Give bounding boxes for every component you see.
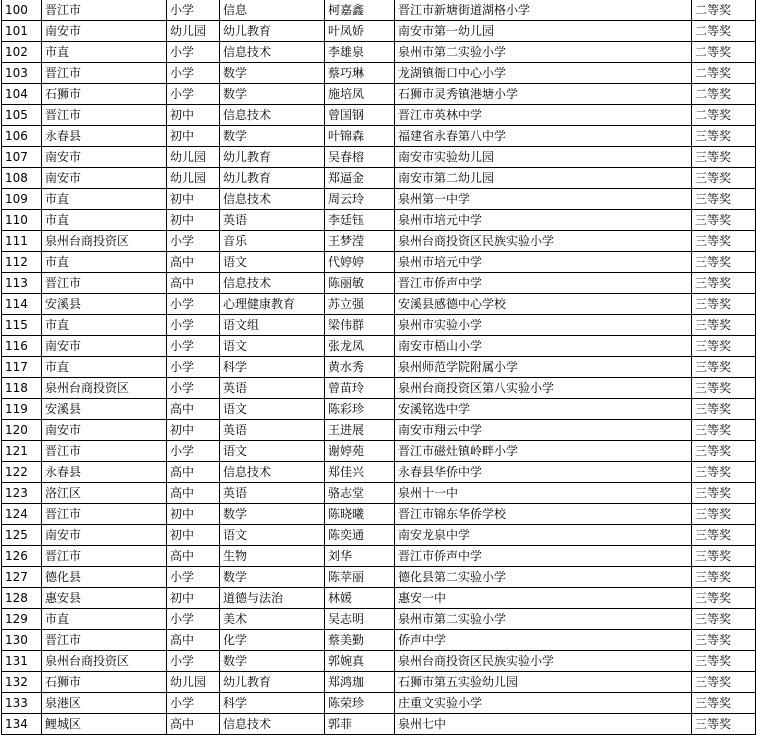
table-row xyxy=(2,147,756,168)
region-cell: 市直 xyxy=(42,210,167,231)
subject-cell: 科学 xyxy=(220,357,325,378)
subject-cell: 幼儿教育 xyxy=(220,147,325,168)
row-number-cell: 110 xyxy=(2,210,42,231)
school-level-cell: 初中 xyxy=(167,504,220,525)
school-name-cell: 晋江市锦东华侨学校 xyxy=(395,504,692,525)
region-cell: 南安市 xyxy=(42,21,167,42)
school-name-cell: 泉州台商投资区民族实验小学 xyxy=(395,231,692,252)
award-level-cell: 三等奖 xyxy=(692,231,756,252)
region-cell: 南安市 xyxy=(42,168,167,189)
region-cell: 安溪县 xyxy=(42,294,167,315)
award-level-cell: 二等奖 xyxy=(692,105,756,126)
row-number-cell: 129 xyxy=(2,609,42,630)
row-number-cell: 109 xyxy=(2,189,42,210)
subject-cell: 英语 xyxy=(220,483,325,504)
row-number-cell: 132 xyxy=(2,672,42,693)
teacher-name-cell: 曾国钢 xyxy=(325,105,395,126)
table-row xyxy=(2,189,756,210)
school-name-cell: 晋江市侨声中学 xyxy=(395,273,692,294)
award-level-cell: 三等奖 xyxy=(692,567,756,588)
subject-cell: 语文 xyxy=(220,252,325,273)
region-cell: 南安市 xyxy=(42,336,167,357)
row-number-cell: 108 xyxy=(2,168,42,189)
subject-cell: 语文 xyxy=(220,525,325,546)
subject-cell: 数学 xyxy=(220,84,325,105)
subject-cell: 语文组 xyxy=(220,315,325,336)
school-level-cell: 小学 xyxy=(167,0,220,21)
region-cell: 市直 xyxy=(42,609,167,630)
school-name-cell: 安溪铭选中学 xyxy=(395,399,692,420)
row-number-cell: 112 xyxy=(2,252,42,273)
school-name-cell: 侨声中学 xyxy=(395,630,692,651)
award-level-cell: 三等奖 xyxy=(692,546,756,567)
award-level-cell: 三等奖 xyxy=(692,441,756,462)
school-name-cell: 泉州市培元中学 xyxy=(395,252,692,273)
row-number-cell: 116 xyxy=(2,336,42,357)
award-level-cell: 二等奖 xyxy=(692,21,756,42)
subject-cell: 幼儿教育 xyxy=(220,21,325,42)
row-number-cell: 123 xyxy=(2,483,42,504)
school-level-cell: 初中 xyxy=(167,105,220,126)
school-name-cell: 南安市翔云中学 xyxy=(395,420,692,441)
award-level-cell: 三等奖 xyxy=(692,189,756,210)
school-level-cell: 高中 xyxy=(167,273,220,294)
region-cell: 晋江市 xyxy=(42,546,167,567)
subject-cell: 心理健康教育 xyxy=(220,294,325,315)
school-level-cell: 小学 xyxy=(167,441,220,462)
school-level-cell: 高中 xyxy=(167,483,220,504)
school-name-cell: 南安市梧山小学 xyxy=(395,336,692,357)
row-number-cell: 120 xyxy=(2,420,42,441)
region-cell: 市直 xyxy=(42,357,167,378)
school-level-cell: 小学 xyxy=(167,315,220,336)
award-level-cell: 三等奖 xyxy=(692,252,756,273)
subject-cell: 音乐 xyxy=(220,231,325,252)
region-cell: 安溪县 xyxy=(42,399,167,420)
teacher-name-cell: 陈彩珍 xyxy=(325,399,395,420)
region-cell: 泉港区 xyxy=(42,693,167,714)
region-cell: 晋江市 xyxy=(42,273,167,294)
region-cell: 晋江市 xyxy=(42,105,167,126)
table-row xyxy=(2,84,756,105)
subject-cell: 科学 xyxy=(220,693,325,714)
school-name-cell: 庄重文实验小学 xyxy=(395,693,692,714)
row-number-cell: 125 xyxy=(2,525,42,546)
table-row xyxy=(2,42,756,63)
award-level-cell: 三等奖 xyxy=(692,630,756,651)
table-row xyxy=(2,210,756,231)
region-cell: 晋江市 xyxy=(42,63,167,84)
teacher-name-cell: 蔡美勤 xyxy=(325,630,395,651)
award-level-cell: 三等奖 xyxy=(692,420,756,441)
school-name-cell: 泉州市第二实验小学 xyxy=(395,42,692,63)
subject-cell: 信息技术 xyxy=(220,42,325,63)
subject-cell: 英语 xyxy=(220,420,325,441)
school-level-cell: 高中 xyxy=(167,252,220,273)
subject-cell: 化学 xyxy=(220,630,325,651)
award-level-cell: 三等奖 xyxy=(692,168,756,189)
subject-cell: 信息技术 xyxy=(220,462,325,483)
school-level-cell: 初中 xyxy=(167,210,220,231)
region-cell: 泉州台商投资区 xyxy=(42,378,167,399)
region-cell: 鲤城区 xyxy=(42,714,167,735)
school-name-cell: 石狮市灵秀镇港塘小学 xyxy=(395,84,692,105)
subject-cell: 美术 xyxy=(220,609,325,630)
school-level-cell: 小学 xyxy=(167,693,220,714)
row-number-cell: 128 xyxy=(2,588,42,609)
teacher-name-cell: 蔡巧琳 xyxy=(325,63,395,84)
school-name-cell: 福建省永春第八中学 xyxy=(395,126,692,147)
row-number-cell: 115 xyxy=(2,315,42,336)
school-level-cell: 初中 xyxy=(167,189,220,210)
teacher-name-cell: 叶锦森 xyxy=(325,126,395,147)
school-name-cell: 泉州市第二实验小学 xyxy=(395,609,692,630)
region-cell: 泉州台商投资区 xyxy=(42,651,167,672)
school-name-cell: 泉州市培元中学 xyxy=(395,210,692,231)
school-name-cell: 惠安一中 xyxy=(395,588,692,609)
table-row xyxy=(2,525,756,546)
table-row xyxy=(2,21,756,42)
table-row xyxy=(2,672,756,693)
table-row xyxy=(2,504,756,525)
region-cell: 晋江市 xyxy=(42,0,167,21)
row-number-cell: 130 xyxy=(2,630,42,651)
table-row xyxy=(2,546,756,567)
region-cell: 市直 xyxy=(42,315,167,336)
school-level-cell: 高中 xyxy=(167,462,220,483)
teacher-name-cell: 李廷钰 xyxy=(325,210,395,231)
subject-cell: 信息技术 xyxy=(220,714,325,735)
award-level-cell: 二等奖 xyxy=(692,42,756,63)
row-number-cell: 114 xyxy=(2,294,42,315)
award-level-cell: 三等奖 xyxy=(692,672,756,693)
teacher-name-cell: 代婷婷 xyxy=(325,252,395,273)
school-level-cell: 小学 xyxy=(167,42,220,63)
subject-cell: 语文 xyxy=(220,399,325,420)
table-row xyxy=(2,63,756,84)
table-row xyxy=(2,273,756,294)
teacher-name-cell: 柯嘉鑫 xyxy=(325,0,395,21)
award-level-cell: 三等奖 xyxy=(692,315,756,336)
school-level-cell: 小学 xyxy=(167,231,220,252)
teacher-name-cell: 陈奕通 xyxy=(325,525,395,546)
award-level-cell: 三等奖 xyxy=(692,336,756,357)
school-level-cell: 小学 xyxy=(167,567,220,588)
region-cell: 洛江区 xyxy=(42,483,167,504)
region-cell: 泉州台商投资区 xyxy=(42,231,167,252)
table-row xyxy=(2,714,756,735)
school-name-cell: 泉州市实验小学 xyxy=(395,315,692,336)
subject-cell: 数学 xyxy=(220,126,325,147)
award-level-cell: 三等奖 xyxy=(692,210,756,231)
school-level-cell: 高中 xyxy=(167,714,220,735)
school-name-cell: 南安市第二幼儿园 xyxy=(395,168,692,189)
school-level-cell: 小学 xyxy=(167,609,220,630)
teacher-name-cell: 施培凤 xyxy=(325,84,395,105)
subject-cell: 道德与法治 xyxy=(220,588,325,609)
row-number-cell: 103 xyxy=(2,63,42,84)
award-level-cell: 三等奖 xyxy=(692,693,756,714)
row-number-cell: 127 xyxy=(2,567,42,588)
region-cell: 南安市 xyxy=(42,525,167,546)
row-number-cell: 111 xyxy=(2,231,42,252)
teacher-name-cell: 黄水秀 xyxy=(325,357,395,378)
table-row xyxy=(2,441,756,462)
subject-cell: 数学 xyxy=(220,567,325,588)
region-cell: 石狮市 xyxy=(42,84,167,105)
table-row xyxy=(2,126,756,147)
school-level-cell: 小学 xyxy=(167,357,220,378)
row-number-cell: 107 xyxy=(2,147,42,168)
subject-cell: 数学 xyxy=(220,63,325,84)
school-name-cell: 泉州十一中 xyxy=(395,483,692,504)
teacher-name-cell: 周云玲 xyxy=(325,189,395,210)
teacher-name-cell: 李雄泉 xyxy=(325,42,395,63)
school-level-cell: 小学 xyxy=(167,294,220,315)
school-level-cell: 幼儿园 xyxy=(167,168,220,189)
region-cell: 德化县 xyxy=(42,567,167,588)
table-row xyxy=(2,168,756,189)
award-level-cell: 二等奖 xyxy=(692,63,756,84)
school-name-cell: 龙湖镇衙口中心小学 xyxy=(395,63,692,84)
subject-cell: 英语 xyxy=(220,378,325,399)
region-cell: 石狮市 xyxy=(42,672,167,693)
subject-cell: 信息技术 xyxy=(220,105,325,126)
teacher-name-cell: 林媛 xyxy=(325,588,395,609)
table-row xyxy=(2,357,756,378)
school-level-cell: 初中 xyxy=(167,588,220,609)
table-row xyxy=(2,630,756,651)
school-name-cell: 德化县第二实验小学 xyxy=(395,567,692,588)
table-row xyxy=(2,567,756,588)
region-cell: 晋江市 xyxy=(42,630,167,651)
table-row xyxy=(2,588,756,609)
school-name-cell: 石狮市第五实验幼儿园 xyxy=(395,672,692,693)
school-level-cell: 小学 xyxy=(167,336,220,357)
region-cell: 晋江市 xyxy=(42,441,167,462)
school-name-cell: 南安市第一幼儿园 xyxy=(395,21,692,42)
row-number-cell: 126 xyxy=(2,546,42,567)
award-level-cell: 三等奖 xyxy=(692,126,756,147)
row-number-cell: 100 xyxy=(2,0,42,21)
row-number-cell: 121 xyxy=(2,441,42,462)
award-level-cell: 三等奖 xyxy=(692,588,756,609)
region-cell: 市直 xyxy=(42,189,167,210)
school-level-cell: 初中 xyxy=(167,525,220,546)
award-level-cell: 三等奖 xyxy=(692,714,756,735)
row-number-cell: 118 xyxy=(2,378,42,399)
region-cell: 南安市 xyxy=(42,420,167,441)
teacher-name-cell: 谢婷苑 xyxy=(325,441,395,462)
subject-cell: 信息 xyxy=(220,0,325,21)
row-number-cell: 104 xyxy=(2,84,42,105)
subject-cell: 数学 xyxy=(220,504,325,525)
row-number-cell: 134 xyxy=(2,714,42,735)
school-level-cell: 高中 xyxy=(167,630,220,651)
award-level-cell: 三等奖 xyxy=(692,609,756,630)
teacher-name-cell: 梁伟群 xyxy=(325,315,395,336)
teacher-name-cell: 陈苹丽 xyxy=(325,567,395,588)
teacher-name-cell: 苏立强 xyxy=(325,294,395,315)
award-level-cell: 三等奖 xyxy=(692,483,756,504)
award-level-cell: 三等奖 xyxy=(692,651,756,672)
table-row xyxy=(2,294,756,315)
school-level-cell: 小学 xyxy=(167,378,220,399)
school-level-cell: 幼儿园 xyxy=(167,21,220,42)
row-number-cell: 133 xyxy=(2,693,42,714)
region-cell: 永春县 xyxy=(42,126,167,147)
school-name-cell: 泉州第一中学 xyxy=(395,189,692,210)
row-number-cell: 105 xyxy=(2,105,42,126)
table-row xyxy=(2,378,756,399)
school-name-cell: 安溪县感德中心学校 xyxy=(395,294,692,315)
teacher-name-cell: 郑逼金 xyxy=(325,168,395,189)
subject-cell: 信息技术 xyxy=(220,189,325,210)
teacher-name-cell: 刘华 xyxy=(325,546,395,567)
row-number-cell: 101 xyxy=(2,21,42,42)
school-level-cell: 小学 xyxy=(167,651,220,672)
row-number-cell: 124 xyxy=(2,504,42,525)
school-name-cell: 泉州七中 xyxy=(395,714,692,735)
teacher-name-cell: 骆志堂 xyxy=(325,483,395,504)
row-number-cell: 131 xyxy=(2,651,42,672)
teacher-name-cell: 吴志明 xyxy=(325,609,395,630)
award-level-cell: 三等奖 xyxy=(692,294,756,315)
row-number-cell: 117 xyxy=(2,357,42,378)
teacher-name-cell: 陈晓曦 xyxy=(325,504,395,525)
table-row xyxy=(2,651,756,672)
school-level-cell: 幼儿园 xyxy=(167,672,220,693)
teacher-name-cell: 叶凤娇 xyxy=(325,21,395,42)
region-cell: 市直 xyxy=(42,42,167,63)
school-name-cell: 南安龙泉中学 xyxy=(395,525,692,546)
awards-table xyxy=(1,0,756,735)
table-row xyxy=(2,483,756,504)
subject-cell: 数学 xyxy=(220,651,325,672)
teacher-name-cell: 陈丽敏 xyxy=(325,273,395,294)
region-cell: 南安市 xyxy=(42,147,167,168)
school-name-cell: 泉州师范学院附属小学 xyxy=(395,357,692,378)
award-level-cell: 三等奖 xyxy=(692,504,756,525)
school-level-cell: 初中 xyxy=(167,126,220,147)
teacher-name-cell: 陈荣珍 xyxy=(325,693,395,714)
school-level-cell: 小学 xyxy=(167,84,220,105)
subject-cell: 语文 xyxy=(220,336,325,357)
teacher-name-cell: 郑佳兴 xyxy=(325,462,395,483)
award-level-cell: 三等奖 xyxy=(692,462,756,483)
subject-cell: 生物 xyxy=(220,546,325,567)
region-cell: 永春县 xyxy=(42,462,167,483)
table-row xyxy=(2,231,756,252)
school-name-cell: 晋江市侨声中学 xyxy=(395,546,692,567)
table-row xyxy=(2,462,756,483)
row-number-cell: 106 xyxy=(2,126,42,147)
table-row xyxy=(2,693,756,714)
subject-cell: 信息技术 xyxy=(220,273,325,294)
school-name-cell: 永春县华侨中学 xyxy=(395,462,692,483)
region-cell: 惠安县 xyxy=(42,588,167,609)
award-level-cell: 三等奖 xyxy=(692,399,756,420)
table-row xyxy=(2,252,756,273)
school-level-cell: 高中 xyxy=(167,399,220,420)
table-row xyxy=(2,609,756,630)
region-cell: 市直 xyxy=(42,252,167,273)
subject-cell: 语文 xyxy=(220,441,325,462)
table-row xyxy=(2,0,756,21)
teacher-name-cell: 王进展 xyxy=(325,420,395,441)
row-number-cell: 102 xyxy=(2,42,42,63)
teacher-name-cell: 郭菲 xyxy=(325,714,395,735)
school-name-cell: 晋江市英林中学 xyxy=(395,105,692,126)
subject-cell: 幼儿教育 xyxy=(220,168,325,189)
teacher-name-cell: 吴春榕 xyxy=(325,147,395,168)
row-number-cell: 113 xyxy=(2,273,42,294)
teacher-name-cell: 曾苗玲 xyxy=(325,378,395,399)
school-level-cell: 小学 xyxy=(167,63,220,84)
award-level-cell: 三等奖 xyxy=(692,147,756,168)
school-level-cell: 初中 xyxy=(167,420,220,441)
award-level-cell: 二等奖 xyxy=(692,84,756,105)
school-name-cell: 泉州台商投资区第八实验小学 xyxy=(395,378,692,399)
school-level-cell: 高中 xyxy=(167,546,220,567)
teacher-name-cell: 张龙凤 xyxy=(325,336,395,357)
teacher-name-cell: 王梦滢 xyxy=(325,231,395,252)
region-cell: 晋江市 xyxy=(42,504,167,525)
subject-cell: 幼儿教育 xyxy=(220,672,325,693)
school-name-cell: 南安市实验幼儿园 xyxy=(395,147,692,168)
award-level-cell: 三等奖 xyxy=(692,273,756,294)
school-name-cell: 泉州台商投资区民族实验小学 xyxy=(395,651,692,672)
school-name-cell: 晋江市磁灶镇岭畔小学 xyxy=(395,441,692,462)
award-level-cell: 三等奖 xyxy=(692,357,756,378)
award-level-cell: 三等奖 xyxy=(692,525,756,546)
table-row xyxy=(2,336,756,357)
table-row xyxy=(2,315,756,336)
award-level-cell: 二等奖 xyxy=(692,0,756,21)
teacher-name-cell: 郭婉真 xyxy=(325,651,395,672)
table-row xyxy=(2,105,756,126)
row-number-cell: 122 xyxy=(2,462,42,483)
school-name-cell: 晋江市新塘街道湖格小学 xyxy=(395,0,692,21)
subject-cell: 英语 xyxy=(220,210,325,231)
awards-table-body xyxy=(2,0,756,735)
table-row xyxy=(2,399,756,420)
table-row xyxy=(2,420,756,441)
teacher-name-cell: 郑鸿珈 xyxy=(325,672,395,693)
row-number-cell: 119 xyxy=(2,399,42,420)
school-level-cell: 幼儿园 xyxy=(167,147,220,168)
award-level-cell: 三等奖 xyxy=(692,378,756,399)
